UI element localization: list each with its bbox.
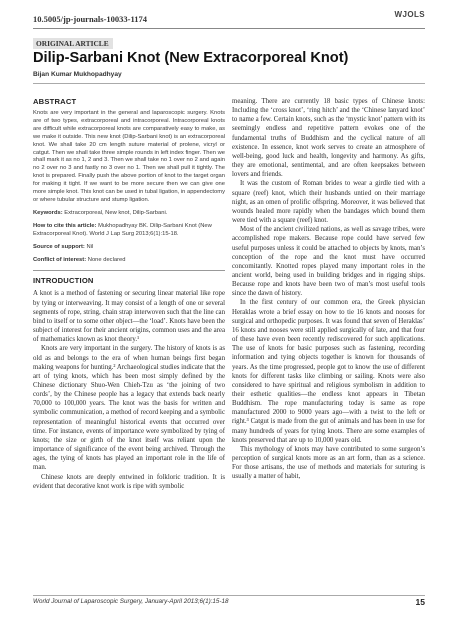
- support-value: Nil: [86, 243, 94, 250]
- intro-paragraph: Knots are very important in the surgery. The history of knots is as old as and belongs to the era of when human beings first began making weapons for hunting.² Archaeological studies indicate that the art of tying knots, which has been most simply defined by the Chinese dictionary Shuo-Wen Chieh-Tzu as ‘the joining of two cords’, by the Chinese people has a legacy that extends back nearly 70,000 to 100,000 years. The knot was the basis for written and symbolic communication, a method of record keeping and a symbolic representation of meaningful historical events that occurred over time. For instance, events of importance were symbolized by tying of knots; the size or girth of the knot itself was reliant upon the importance of significance of the event being archived. Through the ages, the tying of knots has played an important role in the life of man.: [33, 345, 225, 472]
- author-name: Bijan Kumar Mukhopadhyay: [33, 71, 122, 78]
- body-paragraph: meaning. There are currently 18 basic types of Chinese knots: Including the ‘cross knot’, ‘ring hitch’ and the ‘Chinese lanyard knot’ to name a few. Certain knots, such as the ‘mystic knot’ pattern with its seemingly endless and repetitive pattern evokes one of the fundamental truths of Buddhism and the cyclical nature of all existence. In essence, knot work serves to create an atmosphere of well-being, good luck and health, longevity and harmony. As gifts, they are emotional, sentimental, and are often keepsakes between lovers and friends.: [232, 98, 425, 179]
- top-divider: [33, 28, 425, 29]
- citation: [33, 223, 225, 239]
- citation-value: Mukhopadhyay BK. Dilip-Sarbani Knot (New Extracorporeal Knot). World J Lap Surg 2013;6(1):15-18.: [33, 222, 212, 237]
- conflict-of-interest: [33, 257, 225, 265]
- keywords-value: Extracorporeal, New knot, Dilip-Sarbani.: [64, 209, 168, 216]
- footer-divider: [33, 595, 425, 596]
- abstract-text: Knots are very important in the general and laparoscopic surgery. Knots are of two types, extracorporeal and intracorporeal. Intracorporeal knots are difficult while extracorporeal knots are comparatively easy to make, as we make it outside. This new knot (Dilip-Sarbani knot) is an extracorporeal knot. We shall take 20 cm length suture material of prolene, vicryl or catgut. Then we shall take three simple rounds in left index finger. Then we shall mark it as no 1, 2 and 3. Then we shall take no 1 over no 2 and again no 2 over no 3 and fastly no 3 over no 1. Then we shall pull it tightly. The knot is prepared. Finally push the above portion of knot to the target organ for making it tight. If we want to be more secure then we can give one more simple knot. This knot can be used in tubal ligation, in appendectomy or where tubular structure and stump ligation.: [33, 110, 225, 203]
- intro-paragraph: A knot is a method of fastening or securing linear material like rope by tying or interweaving. It may consist of a length of one or several segments of rope, string, chain strap interwoven such that the line can bind to itself or to some other object—the ‘load’. Knots have been the subject of interest for their ancient origins, common uses and the area of mathematics known as knot theory.¹: [33, 290, 225, 344]
- body-paragraph: It was the custom of Roman brides to wear a girdle tied with a square (reef) knot, which their husbands untied on their marriage night, as an omen of prolific offspring. Moreover, it was believed that wounds healed more rapidly when the bandages which bound them were tied with a square (reef) knot.: [232, 180, 425, 225]
- left-column: [33, 97, 225, 491]
- keywords: [33, 210, 225, 218]
- citation-label: How to cite this article:: [33, 222, 97, 229]
- source-of-support: [33, 244, 225, 252]
- header-divider: [33, 83, 425, 84]
- support-label: Source of support:: [33, 243, 85, 250]
- introduction-heading: INTRODUCTION: [33, 276, 94, 286]
- keywords-label: Keywords:: [33, 209, 63, 216]
- page-number: 15: [415, 597, 425, 607]
- body-paragraph: Most of the ancient civilized nations, as well as savage tribes, were accomplished rope makers. Because rope could have served few useful purposes unless it could be attached to objects by knots, man’s conception of the rope and the knot must have occurred concomitantly. Knotted ropes played many important roles in the ancient world, being used in building bridges and in rigging ships. Because rope and knots have been two of man’s most useful tools since the dawn of history.: [232, 226, 425, 298]
- intro-paragraph: Chinese knots are deeply entwined in folkloric tradition. It is evident that decorative knot work is ripe with symbolic: [33, 473, 225, 490]
- conflict-label: Conflict of interest:: [33, 256, 87, 263]
- body-paragraph: In the first century of our common era, the Greek physician Heraklas wrote a brief essay on how to tie 16 knots and nooses for surgical and orthopedic purposes. It was found that seven of Heraklas’ 16 knots and nooses were still applied surgically of late, and that four of these have even been recently rediscovered for such applications. The use of knots for basic purposes such as fastening, recording information and tying objects together is known for thousands of years. As the time progressed, people got to know the use of different knots for different tasks like climbing or sailing. Knots were also considered to have spiritual and religious symbolism in addition to their esthetic qualities—the endless knot appears in Tibetan Buddhism. The rope manufacturing today is same as rope manufactured 2000 to 9000 years ago—with a twist to the left or right.³ Catgut is made from the gut of animals and has been in use for many hundreds of years for tying knots. There are some examples of knots preserved that are up to 10,000 years old.: [232, 299, 425, 444]
- journal-tag: WJOLS: [394, 10, 425, 19]
- intro-divider: [33, 270, 225, 271]
- article-type-badge: ORIGINAL ARTICLE: [33, 38, 113, 49]
- abstract-heading: ABSTRACT: [33, 97, 77, 106]
- doi: 10.5005/jp-journals-10033-1174: [33, 14, 148, 24]
- right-column: [232, 97, 425, 482]
- article-title: Dilip-Sarbani Knot (New Extracorporeal Knot): [33, 50, 349, 66]
- body-paragraph: This mythology of knots may have contributed to some surgeon’s perception of surgical knots more as an art form, than as a science. For those artisans, the use of methods and materials for suturing is usually a matter of habit,: [232, 445, 425, 481]
- conflict-value: None declared: [87, 256, 126, 263]
- footer-journal: World Journal of Laparoscopic Surgery, January-April 2013;6(1):15-18: [33, 598, 229, 605]
